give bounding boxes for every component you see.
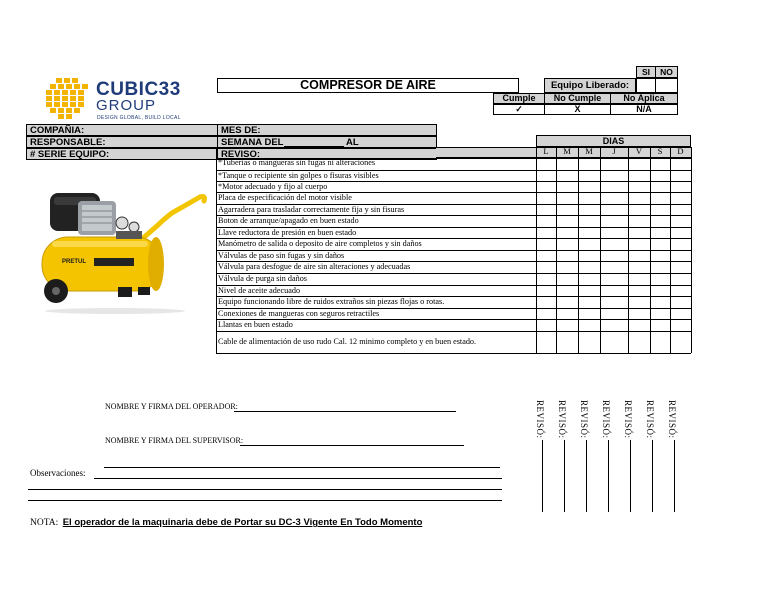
check-cell[interactable] [537,182,556,192]
legend-noaplica-mark: N/A [610,104,678,115]
check-cell[interactable] [579,297,600,308]
checklist-item: Placa de especificación del motor visible [218,193,352,202]
company-logo [44,78,194,124]
logo-brand-bottom: GROUP [96,97,157,114]
field-compania[interactable] [26,124,218,136]
check-cell[interactable] [651,193,670,204]
check-cell[interactable] [651,239,670,250]
check-cell[interactable] [579,332,600,353]
reviso-column-label: REVISÓ: [579,400,589,439]
check-cell[interactable] [537,205,556,215]
check-cell[interactable] [671,159,691,170]
check-cell[interactable] [557,262,578,273]
air-compressor-image [30,183,210,315]
check-cell[interactable] [629,182,650,192]
check-cell[interactable] [557,171,578,181]
check-cell[interactable] [671,182,691,192]
check-cell[interactable] [537,228,556,238]
reviso-column-label: REVISÓ: [623,400,633,439]
check-cell[interactable] [557,239,578,250]
check-cell[interactable] [601,286,628,296]
no-label: NO [660,67,673,77]
semana-blank-line [284,146,344,147]
check-cell[interactable] [671,286,691,296]
reviso-column-label: REVISÓ: [557,400,567,439]
checklist-item: Agarradera para trasladar correctamente fija y sin fisuras [218,204,405,214]
check-cell[interactable] [579,274,600,285]
check-cell[interactable] [629,309,650,319]
check-cell[interactable] [629,332,650,353]
field-responsable[interactable] [26,136,218,148]
check-cell[interactable] [601,262,628,273]
day-header-6: D [677,146,684,156]
check-cell[interactable] [601,251,628,261]
checklist-item: Cable de alimentación de uso rudo Cal. 12 minimo completo y en buen estado. [218,337,477,346]
observaciones-line-3[interactable] [28,489,502,490]
logo-tagline: DESIGN GLOBAL, BUILD LOCAL [97,115,181,121]
check-cell[interactable] [671,193,691,204]
field-mes[interactable] [217,124,437,136]
reviso-signature-line[interactable] [542,440,543,512]
dias-title: DIAS [602,136,625,146]
check-cell[interactable] [651,216,670,227]
check-cell[interactable] [537,320,556,331]
no-box[interactable] [655,66,678,78]
day-header-4: V [635,146,643,156]
check-cell[interactable] [537,274,556,285]
logo-brand-top: CUBIC33 [96,79,181,100]
check-cell[interactable] [671,332,691,353]
check-cell[interactable] [579,239,600,250]
observaciones-line-1[interactable] [104,467,500,468]
checklist-item: Válvula para desfogue de aire sin alteraciones y adecuadas [218,262,411,271]
day-header-5: S [657,146,663,156]
field-semana[interactable] [217,136,437,148]
field-serie[interactable] [26,148,218,160]
check-cell[interactable] [537,171,556,181]
checklist-item: *Tanque o recipiente sin golpes o fisuras visibles [218,170,379,180]
machine-brand-text: PRETUL [62,259,86,265]
check-cell[interactable] [537,262,556,273]
legend-cumple-mark [493,104,545,115]
check-cell[interactable] [579,309,600,319]
checklist-item: *Motor adecuado y fijo al cuerpo [218,181,328,191]
check-cell[interactable] [579,205,600,215]
checklist-item: Conexiones de mangueras con seguros retractiles [218,308,380,318]
operador-label: NOMBRE Y FIRMA DEL OPERADOR: [105,402,238,411]
check-cell[interactable] [629,320,650,331]
check-cell[interactable] [537,297,556,308]
checklist-item: Válvula de purga sin daños [218,274,307,283]
observaciones-label: Observaciones: [30,468,86,478]
grid-row-line [216,353,691,354]
check-cell[interactable] [601,205,628,215]
field-compania-label: COMPAÑIA: [30,125,85,136]
field-reviso-label: REVISO: [221,149,261,160]
check-cell[interactable] [671,205,691,215]
observaciones-line-4[interactable] [28,500,502,501]
check-cell[interactable] [579,320,600,331]
check-cell[interactable] [601,159,628,170]
checklist-item: *Tuberias o mangueras sin fugas ni alteraciones [218,158,376,167]
checklist-item: Llave reductora de presión en buen estado [218,227,357,237]
day-header-0: L [543,146,549,156]
nota-text: El operador de la maquinaria debe de Portar su DC-3 Vigente En Todo Momento [62,517,423,528]
check-cell[interactable] [601,239,628,250]
check-cell[interactable] [579,251,600,261]
check-cell[interactable] [601,320,628,331]
check-cell[interactable] [557,251,578,261]
check-cell[interactable] [629,171,650,181]
check-cell[interactable] [629,286,650,296]
field-serie-label: # SERIE EQUIPO: [30,149,110,160]
operador-signature-line[interactable] [234,411,456,412]
legend-noaplica-label: No Aplica [610,93,678,104]
check-cell[interactable] [557,182,578,192]
check-cell[interactable] [651,320,670,331]
check-cell[interactable] [557,216,578,227]
check-cell[interactable] [629,228,650,238]
check-cell[interactable] [557,309,578,319]
reviso-column-label: REVISÓ: [667,400,677,439]
equipo-liberado-label: Equipo Liberado: [550,80,630,91]
reviso-signature-line[interactable] [586,440,587,512]
supervisor-signature-line[interactable] [240,445,464,446]
nota [30,512,422,530]
check-cell[interactable] [629,297,650,308]
check-cell[interactable] [579,216,600,227]
checklist-item: Manómetro de salida o deposito de aire completos y sin daños [218,239,422,248]
check-cell[interactable] [579,286,600,296]
form-title-box [217,78,519,93]
check-cell[interactable] [629,193,650,204]
check-cell[interactable] [651,332,670,353]
check-cell[interactable] [651,251,670,261]
check-cell[interactable] [579,171,600,181]
check-cell[interactable] [671,239,691,250]
no-checkbox[interactable] [655,78,678,93]
check-cell[interactable] [579,193,600,204]
check-cell[interactable] [651,262,670,273]
check-cell[interactable] [601,193,628,204]
check-cell[interactable] [651,171,670,181]
check-cell[interactable] [671,171,691,181]
check-cell[interactable] [671,309,691,319]
check-cell[interactable] [557,159,578,170]
check-icon: ✓ [515,104,523,114]
check-cell[interactable] [629,251,650,261]
check-cell[interactable] [557,320,578,331]
check-cell[interactable] [629,205,650,215]
checklist-item: Boton de arranque/apagado en buen estado [218,216,359,225]
check-cell[interactable] [671,262,691,273]
supervisor-label: NOMBRE Y FIRMA DEL SUPERVISOR: [105,436,244,445]
legend-nocumple-label: No Cumple [544,93,611,104]
check-cell[interactable] [557,332,578,353]
check-cell[interactable] [671,297,691,308]
check-cell[interactable] [601,182,628,192]
check-cell[interactable] [537,286,556,296]
checklist-item: Nivel de aceite adecuado [218,285,301,295]
check-cell[interactable] [671,228,691,238]
check-cell[interactable] [671,320,691,331]
observaciones-line-2[interactable] [94,478,502,479]
check-cell[interactable] [601,297,628,308]
field-semana-al-label: AL [346,137,359,148]
checklist-item: Equipo funcionando libre de ruidos extraños sin piezas flojas o rotas. [218,297,445,306]
check-cell[interactable] [557,228,578,238]
field-responsable-label: RESPONSABLE: [30,137,106,148]
check-cell[interactable] [579,262,600,273]
si-box[interactable] [636,66,656,78]
check-cell[interactable] [651,159,670,170]
check-cell[interactable] [629,159,650,170]
check-cell[interactable] [579,228,600,238]
check-cell[interactable] [557,193,578,204]
check-cell[interactable] [629,239,650,250]
si-label: SI [641,67,651,77]
field-mes-label: MES DE: [221,125,261,136]
check-cell[interactable] [671,251,691,261]
field-semana-label: SEMANA DEL [221,137,284,148]
check-cell[interactable] [651,309,670,319]
check-cell[interactable] [651,286,670,296]
reviso-signature-line[interactable] [674,440,675,512]
check-cell[interactable] [601,332,628,353]
check-cell[interactable] [537,309,556,319]
si-checkbox[interactable] [636,78,656,93]
check-cell[interactable] [537,216,556,227]
checklist-item: Válvulas de paso sin fugas y sin daños [218,250,345,260]
reviso-column-label: REVISÓ: [645,400,655,439]
check-cell[interactable] [629,262,650,273]
check-cell[interactable] [557,297,578,308]
reviso-signature-line[interactable] [564,440,565,512]
check-cell[interactable] [537,193,556,204]
check-cell[interactable] [537,251,556,261]
nota-prefix: NOTA: [30,518,59,528]
logo-mark-icon [44,78,90,120]
check-cell[interactable] [651,182,670,192]
check-cell[interactable] [601,309,628,319]
check-cell[interactable] [601,171,628,181]
check-cell[interactable] [651,297,670,308]
check-cell[interactable] [651,228,670,238]
check-cell[interactable] [651,205,670,215]
check-cell[interactable] [579,182,600,192]
check-cell[interactable] [629,216,650,227]
check-cell[interactable] [601,216,628,227]
check-cell[interactable] [579,159,600,170]
check-cell[interactable] [651,274,670,285]
day-header-2: M [585,146,593,156]
check-cell[interactable] [537,332,556,353]
legend-cumple-label: Cumple [493,93,545,104]
reviso-signature-line[interactable] [608,440,609,512]
check-cell[interactable] [557,205,578,215]
check-cell[interactable] [601,274,628,285]
form-title: COMPRESOR DE AIRE [300,78,436,92]
reviso-column-label: REVISÓ: [601,400,611,439]
check-cell[interactable] [557,286,578,296]
reviso-signature-line[interactable] [630,440,631,512]
day-header-3: J [612,146,616,156]
equipo-liberado-box [544,78,636,93]
check-cell[interactable] [537,239,556,250]
day-header-1: M [563,146,571,156]
check-cell[interactable] [671,216,691,227]
check-cell[interactable] [537,159,556,170]
check-cell[interactable] [629,274,650,285]
check-cell[interactable] [671,274,691,285]
checklist-item: Llantas en buen estado [218,320,293,329]
legend-nocumple-mark: X [544,104,611,115]
grid-day-column-line [691,147,692,353]
check-cell[interactable] [601,228,628,238]
check-cell[interactable] [557,274,578,285]
reviso-column-label: REVISÓ: [535,400,545,439]
reviso-signature-line[interactable] [652,440,653,512]
